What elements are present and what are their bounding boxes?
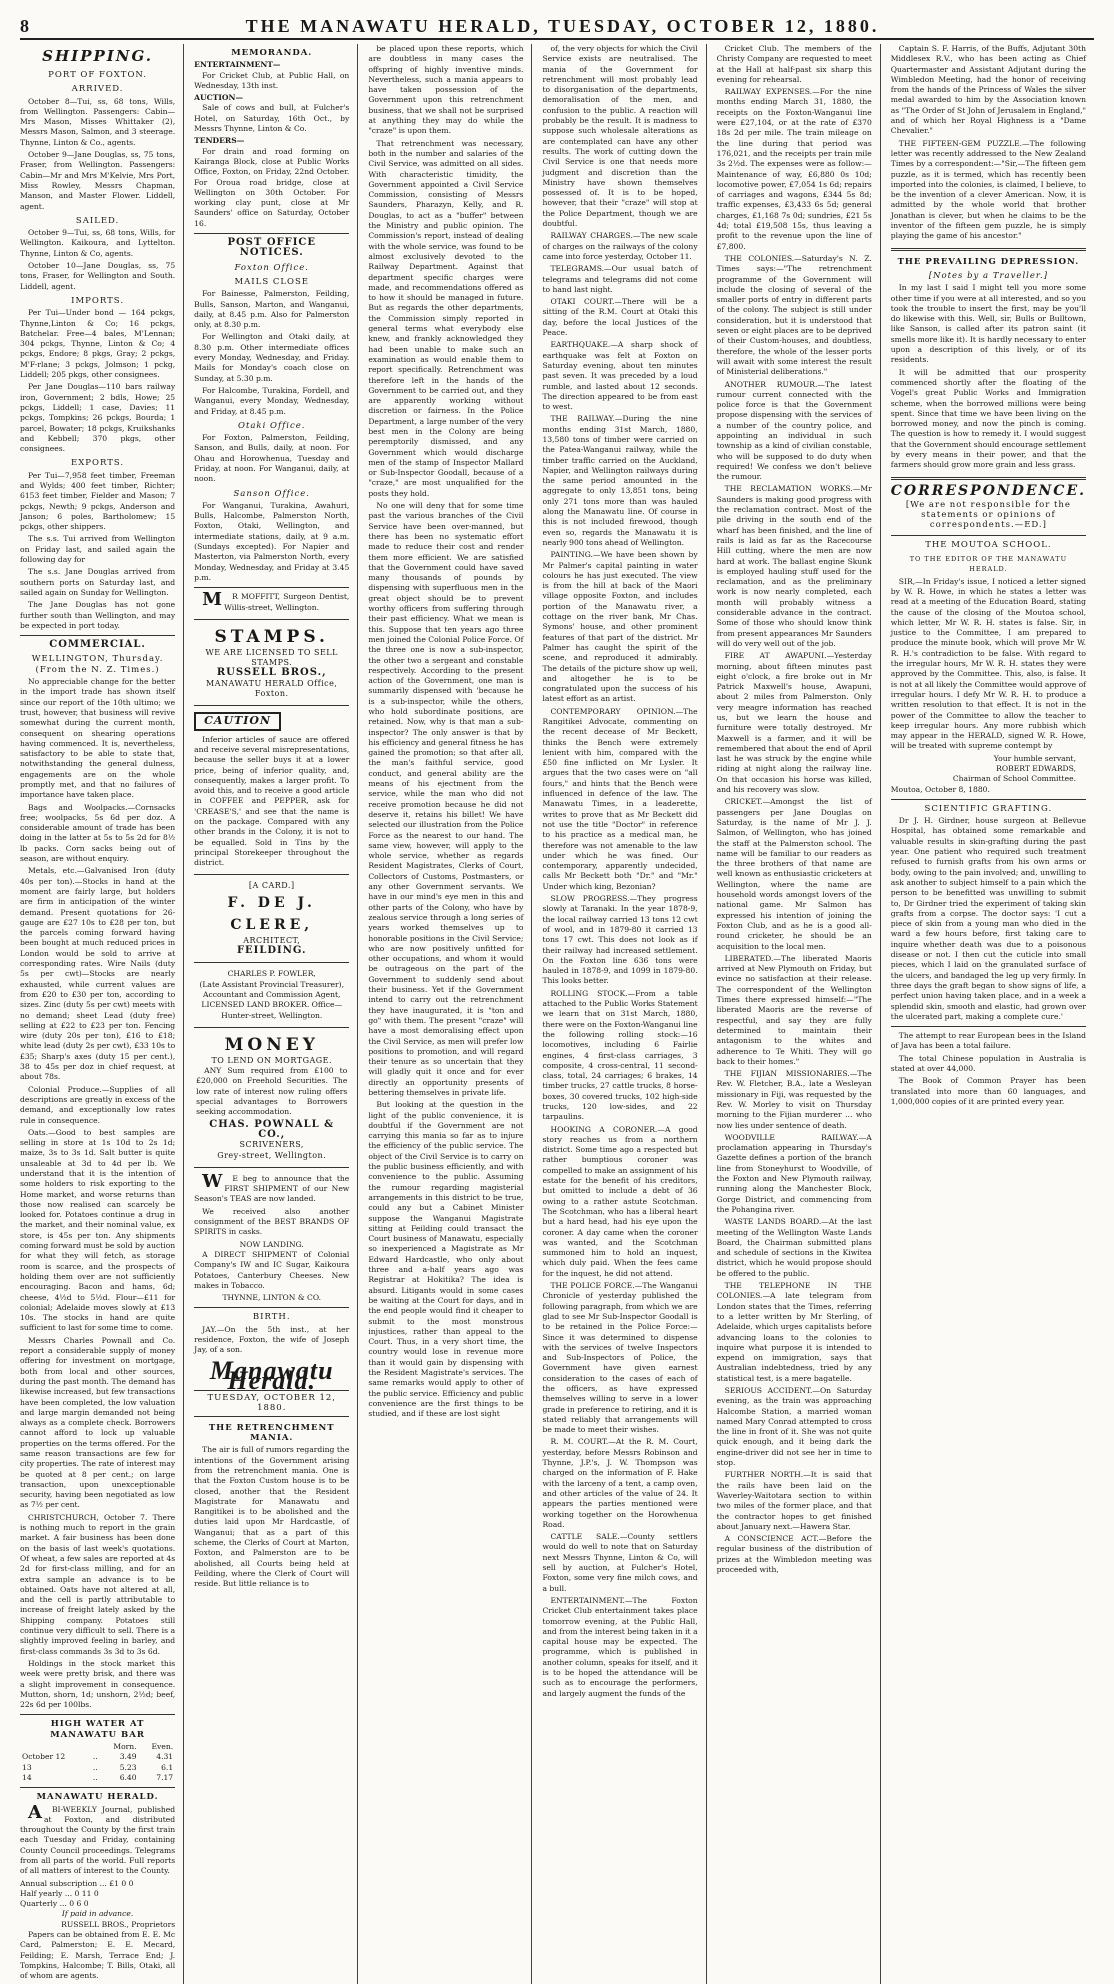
paragraph: Captain S. F. Harris, of the Buffs, Adjutant 30th Middlesex R.V., who has been acting as Chief Quartermaster and Assistant Adjutant during the Wimbledon Meeting, had the honor of receiving from the hands of the Princess of Wales the silver medal awarded to him by the Association known as "The Order of St John of Jerusalem in England," and of which her Royal Highness is a "Dame Chevalier." <box>890 44 1086 136</box>
column-2 <box>194 44 358 1984</box>
card-town: FEILDING. <box>236 945 307 957</box>
paragraph: SLOW PROGRESS.—They progress slowly at Taranaki. In the year 1878-9, the local railway carried 13 tons 12 cwt of wool, and in 1879-80 it carried 13 tons 17 cwt. This does not look as if their railway had increased settlement. On the Foxton line 636 tons were hauled in 1878-9, and 1099 in 1879-80. This looks better. <box>542 894 698 986</box>
card-name: F. DE J. CLERE, <box>227 894 316 933</box>
paragraph: The total Chinese population in Australia is stated at over 44,000. <box>890 1053 1086 1074</box>
table-row <box>20 1742 175 1752</box>
commercial-heading: COMMERCIAL. <box>49 639 146 651</box>
paragraph: For Foxton, Palmerston, Feilding, Sanson, and Bulls, daily, at noon. For Ohau and Horowhenua, Tuesday and Friday, at noon. For Wanganui, daily, at noon. <box>194 433 350 484</box>
correspondence-note: [We are not responsible for the statements or opinions of correspondents.—ED.] <box>905 499 1071 531</box>
divider <box>891 1026 1086 1027</box>
stamps-body: WE ARE LICENSED TO SELL STAMPS. <box>205 647 338 668</box>
tide-cell: .. <box>92 1762 98 1772</box>
paragraph: A CONSCIENCE ACT.—Before the regular business of the distribution of prizes at the Wimbledon meeting was proceeded with, <box>716 1534 872 1575</box>
paragraph: ANOTHER RUMOUR.—The latest rumour current connected with the police force is that the Government propose dispensing with the services of a number of the country police, and appointing an individual in such township as a kind of civilian constable, who will be supposed to do duty when required! We confess we don't believe the rumour. <box>716 379 872 482</box>
exports-label: EXPORTS. <box>71 458 125 469</box>
paragraph: SIR,—In Friday's issue, I noticed a letter signed by W. R. Howe, in which he states a letter was read at a meeting of the Education Board, stating the cause of the closing of the Moutoa school, which letter, Mr W. R. H. states is false. Sir, in justice to the Committee, I am prepared to produce the minute book, which will prove Mr W. R. H.'s contradiction to be false. With regard to the irregular hours, Mr W. R. H. states they were approved by the Committee. This, also, is false. It is not at all likely the Committee would approve of irregular hours. I defy Mr W. R. H. to produce a written resolution to that effect. It is not in the power of the Committee to allow the teacher to keep irregular hours. Any more rubbish which may appear in the HERALD, signed W. R. Howe, will be treated with supreme contempt by <box>890 576 1086 751</box>
paragraph: EARTHQUAKE.—A sharp shock of earthquake was felt at Foxton on Saturday evening, about ten minutes past seven. It was preceded by a loud rumble, and lasted about 12 seconds. The direction appeared to be from east to west. <box>542 340 698 412</box>
paragraph: HOOKING A CORONER.—A good story reaches us from a northern district. Some time ago a respected but rather bumptious coroner was compelled to make an assignment of his estate for the benefit of his creditors, but omitted to include a debt of 36 owing to a rather astute Scotchman. The Scotchman, who has a liberal heart but a hard head, had his eye upon the coroner. A day came when the coroner was wanted, and the Scotchman summoned him to hold an inquest, which duly paid. When the fees came for the inquest, he did not attend. <box>542 1124 698 1278</box>
paragraph: For Bainesse, Palmerston, Feilding, Bulls, Sanson, Marton, and Wanganui, daily, at 8.45 p.m. Also for Palmerston only, at 8.30 p.m. <box>194 289 350 330</box>
subscription-line: Annual subscription ... £1 0 0 <box>20 1878 134 1888</box>
paragraph: Per Tui—7,958 feet timber, Freeman and Wylds; 400 feet timber, Richter; 6153 feet timber, Fielder and Mason; 7 pckgs, Newth; 9 pckgs, Anderson and Janson; 6 poles, Bartholomew; 15 pckgs, other shippers. <box>20 470 176 532</box>
thynne-firm: THYNNE, LINTON & CO. <box>222 1293 322 1303</box>
tide-cell: 6.1 <box>161 1762 174 1772</box>
paragraph: LIBERATED.—The liberated Maoris arrived at New Plymouth on Friday, but evince no satisfaction at their release. The correspondent of the Wellington Times there expressed himself:—"The liberated Maoris are the reverse of respectful, and say they are fully determined to maintain their antagonism to the whites and adherence to Te Whiti. They will go back to their homes." <box>716 953 872 1066</box>
paragraph: THE TELEPHONE IN THE COLONIES.—A late telegram from London states that the Times, referring to a letter written by Mr Sterling, of Adelaide, which urges capitalists before advancing loans to the colonies to inquire what purpose it is intended to expend on immigration, says that Australian indebtedness, tried by any statistical test, is a mere bagatelle. <box>716 1281 872 1383</box>
sailed-label: SAILED. <box>75 215 120 226</box>
paragraph: SERIOUS ACCIDENT.—On Saturday evening, as the train was approaching Halcombe Station, a married woman named Mary Conrad attempted to cross the line in front of it. She was not quite quick enough, and it being dark the engine-driver did not see her in time to stop. <box>716 1386 872 1468</box>
paragraph: Sale of cows and bull, at Fulcher's Hotel, on Saturday, 16th Oct., by Messrs Thynne, Linton & Co. <box>194 103 350 134</box>
post-office-heading: POST OFFICE NOTICES. <box>227 237 316 259</box>
tide-cell: 4.31 <box>156 1752 174 1762</box>
money-ad <box>194 1027 349 1168</box>
divider <box>891 477 1086 480</box>
table-row <box>20 1773 175 1783</box>
moutoa-to: TO THE EDITOR OF THE MANAWATU HERALD. <box>909 555 1068 574</box>
card-title: ARCHITECT, <box>243 935 301 945</box>
paragraph: JAY.—On the 5th inst., at her residence, Foxton, the wife of Joseph Jay, of a son. <box>194 1324 350 1355</box>
paragraph: Messrs Charles Pownall and Co. report a considerable supply of money offering for investment on mortgage, both from local and other sources, during the past month. The demand has likewise increased, but few transactions have been completed, the low valuation and large margin demanded not being always as a complete check. Borrowers cannot afford to lock up valuable properties on the terms offered. For the same reason transactions are few for city properties. The rate of interest may be quoted at 8 per cent.; on large transaction, upon unexceptionable security, having been negotiated as low as 7½ per cent. <box>20 1335 176 1510</box>
letter-date: Moutoa, October 8, 1880. <box>890 784 990 794</box>
tide-col-header <box>20 1742 87 1752</box>
paragraph: Inferior articles of sauce are offered and receive several misrepresentations, because the seller buys it at a lower price, being of inferior quality, and, consequently, makes a larger profit. To avoid this, and to receive a good article in COFFEE and PEPPER, ask for 'CREASE'S,' and see that the name is on the package. Compared with any other brands in the Colony, it is not to be equalled. Sold in Tins by the principal Storekeeper throughout the district. <box>194 734 350 868</box>
money-sub: TO LEND ON MORTGAGE. <box>211 1055 333 1065</box>
subscription-line: Quarterly ... 0 6 0 <box>20 1899 89 1909</box>
arrived-label: ARRIVED. <box>71 84 124 95</box>
paragraph: No appreciable change for the better in the import trade has shown itself since our report of the 10th ultimo; we trust, however, that business will revive somewhat during the current month, consequent on shearing operations having commenced. It is, nevertheless, satisfactory to be able to state that, notwithstanding the general dulness, engagements are on the whole promptly met, and that no failures of importance have taken place. <box>20 677 176 800</box>
tide-cell: October 12 <box>22 1752 66 1762</box>
paragraph: A DIRECT SHIPMENT of Colonial Company's IW and IC Sugar, Kaikoura Potatoes, Canterbury Cheeses. New makes in Tobacco. <box>194 1249 350 1290</box>
table-row <box>20 1752 175 1762</box>
paragraph: For Cricket Club, at Public Hall, on Wednesday, 13th inst. <box>194 70 350 90</box>
divider <box>20 1714 175 1715</box>
paragraph: R. M. COURT.—At the R. M. Court, yesterday, before Messrs Robinson and Thynne, J.P.'s, J. W. Thompson was charged on the information of F. Hake with the larceny of a tent, a camp oven, and other articles of the value of 24. It appears the parties mentioned were working together on the Horowhenua Road. <box>542 1437 698 1529</box>
stamps-heading: STAMPS. <box>214 626 329 647</box>
paragraph: In my last I said I might tell you more some other time if you were at all interested, and so you took the trouble to insert the first, may be you'll do likewise with this. Well, sir, Bulls or Bulltown, like Sanson, is called after its patron saint (it smells more like it). It is hardly necessary to enter upon a description of this lively, or of its residents. <box>890 283 1087 365</box>
divider <box>194 587 349 588</box>
tide-cell: .. <box>92 1772 98 1782</box>
tide-cell: 13 <box>22 1762 32 1772</box>
mails-close-label: MAILS CLOSE <box>234 276 309 287</box>
tide-cell: 3.49 <box>119 1752 137 1762</box>
architect-card <box>194 874 349 963</box>
birth-heading: BIRTH. <box>252 1312 291 1323</box>
paragraph: October 9—Tui, ss, 68 tons, Wills, for Wellington. Kaikoura, and Lyttelton. Thynne, Linton & Co, agents. <box>20 228 176 258</box>
paragraph: But looking at the question in the light of the public convenience, it is doubtful if the Government are not carrying this mania so far as to injure the efficiency of the public service. The object of the Civil Service is to carry on the public business efficiently, and with convenience to the public. Assuming the rumour regarding magisterial arrangements in this district to be true, could any but a Cabinet Minister suppose the Wanganui Magistrate sitting at Feilding could transact the Court business of Manawatu, especially so inexperienced a Magistrate as Mr Edward Hardcastle, who only about three and a-half years ago was Registrar at Hokitika? The idea is absurd. Litigants would in some cases be waiting at the Court for days, and in the end people would find it cheaper to submit to the most monstrous injustices, rather than appeal to the Court. Thus, in a very short time, the country would lose in revenue more than it would gain by dispensing with the Resident Magistrate's services. The same remarks would apply to other of the public service. Efficiency and public convenience are the first things to be studied, and if these are lost sight <box>368 1100 524 1419</box>
divider <box>194 1307 349 1308</box>
divider <box>891 248 1086 251</box>
column-1 <box>20 44 184 1984</box>
paragraph: THE FIJIAN MISSIONARIES.—The Rev. W. Fletcher, B.A., late a Wesleyan missionary in Fiji, was requested by the Rev. W. Morley to visit on Thursday morning to the Fijian murderer ... who now lies under sentence of death. <box>716 1069 872 1130</box>
tide-cell: 5.23 <box>119 1762 137 1772</box>
paragraph: CHRISTCHURCH, October 7. There is nothing much to report in the grain market. A fair business has been done on the basis of last week's quotations. Of wheat, a few sales are reported at 4s 2d for first-class milling, and for an extra sample an advance is to be obtained. Oats have not altered at all, and the cell is partly attributable to increase of freight lately asked by the Shipping company. Potatoes still continue very difficult to sell. There is a slightly improved feeling in barley, and first-class commands 3s 3d to 3s 6d. <box>20 1512 176 1656</box>
paragraph: PAINTING.—We have been shown by Mr Palmer's capital painting in water colours he has just executed. The view is from the hill at back of the Maori village opposite Foxton, and includes portion of the Manawatu river, a cottage on the river bank, Mr Chas. Symons' house, and other prominent features of that part of the district. Mr Palmer has caught the spirit of the scene, and reproduced it admirably. The details of the picture show up well, and altogether he is to be congratulated upon the success of his latest effort as an artist. <box>542 550 698 704</box>
money-firm: CHAS. POWNALL & CO., <box>209 1118 335 1140</box>
paragraph: THE COLONIES.—Saturday's N. Z. Times says:—"The retrenchment programme of the Government will include the closing of several of the smaller ports of entry in different parts of the colony. The subject is still under consideration, but it is understood that seven or eight places are to be deprived of their Custom-houses, and doubtless, therefore, the whole of the lesser ports will await with some interest the result of Ministerial deliberations." <box>716 253 872 377</box>
correspondence-heading: CORRESPONDENCE. <box>890 482 1086 499</box>
money-heading: MONEY <box>224 1034 319 1055</box>
fowler-name: CHARLES P. FOWLER, <box>227 969 316 979</box>
signature-name: ROBERT EDWARDS, <box>996 764 1076 773</box>
paragraph: It will be admitted that our prosperity commenced shortly after the floating of the Vogel's great Public Works and Immigration scheme, when the borrowed millions were being spent. Since that time we have been living on the borrowed money, and now the pinch is coming. The question is how to remedy it. I would suggest that the Government should encourage settlement by every means in their power, and that the farmers should grow more grain and less grass. <box>890 367 1086 470</box>
paragraph: For Wellington and Otaki daily, at 8.30 p.m. Other intermediate offices every Monday, Wednesday, and Friday. Mails for Monday's coach close on Sunday, at 5.30 p.m. <box>194 332 350 383</box>
divider <box>891 799 1086 800</box>
tide-cell: 6.40 <box>119 1772 137 1782</box>
signature-line: Your humble servant, <box>993 753 1076 763</box>
memo-label: TENDERS— <box>194 136 245 146</box>
paragraph: The air is full of rumors regarding the intentions of the Government arising from the retrenchment mania. One is that the Foxton Custom house is to be closed, another that the Resident Magistrate for Manawatu and Rangitikei is to be abolished and the duties laid upon Mr Hardcastle, of Wanganui; that as a part of this scheme, the Clerks of Court at Marton, Foxton, and Palmerston are to be abolished, all Courts being held at Feilding, where the Clerk of Court will reside. But little reliance is to <box>194 1445 350 1589</box>
page-number: 8 <box>20 15 31 36</box>
stamps-address: MANAWATU HERALD Office, Foxton. <box>206 678 338 699</box>
scientific-heading: SCIENTIFIC GRAFTING. <box>924 803 1053 814</box>
paragraph: ANY Sum required from £100 to £20,000 on Freehold Securities. The low rate of interest now ruling offers special advantages to Borrowers seeking accommodation. <box>196 1066 348 1117</box>
paragraph: be placed upon these reports, which are doubtless in many cases the offspring of highly inventive minds. Nevertheless, such a mania appears to have taken possession of the Government upon this retrenchment business, that we shall not be surprised at anything they may do while the "craze" is upon them. <box>368 44 524 136</box>
paragraph: For Wanganui, Turakina, Awahuri, Bulls, Halcombe, Palmerston North, Foxton, Otaki, Wellington, and intermediate stations, daily, at 9 a.m. (Sundays excepted). For Napier and Masterton, via Palmerston North, every Monday, Wednesday, and Friday at 3.45 p.m. <box>194 500 350 582</box>
caution-label: CAUTION <box>194 712 281 730</box>
paragraph: ENTERTAINMENT.—The Foxton Cricket Club entertainment takes place tomorrow evening, at the Public Hall, and from the interest being taken in it a capital house may be expected. The programme, which is published in another column, speaks for itself, and it is to be hoped the attendance will be such as to encourage the performers, and largely augment the funds of the <box>542 1595 698 1698</box>
moutoa-heading: THE MOUTOA SCHOOL. <box>925 539 1052 550</box>
issue-dateline: TUESDAY, OCTOBER 12, 1880. <box>194 1390 349 1417</box>
leader-heading: THE RETRENCHMENT MANIA. <box>208 1422 335 1444</box>
paragraph: WE beg to announce that the FIRST SHIPMENT of our New Season's TEAS are now landed. <box>194 1170 350 1204</box>
paragraph: RAILWAY CHARGES.—The new scale of charges on the railways of the colony came into force yesterday, October 11. <box>542 231 698 261</box>
paragraph: No one will deny that for some time past the various branches of the Civil Service have been over-manned, but there has been no systematic effort made to reduce their cost and render them more efficient. We are satisfied that the Government could have saved many thousands of pounds by dispensing with superfluous men in the great object should be to prevent worthy officers from suffering through their past efficiency. What we mean is this. Suppose that ten years ago three men joined the Colonial Police Force. Of the three one is now a sub-inspector, the other two a sergeant and constable respectively. According to the present action of the Government, one man is summarily dispensed with 'because he is a sub-inspector, while the others, who hold subordinate positions, are retained. Now, why is that man a sub-inspector? The only answer is that by his efficiency and general fitness he has gained the promotion; so that after all, the man's faithful service, good conduct, and general ability are the means of his ejectment from the service, while the man who did not receive promotion because he did not deserve it, retains his billet! We have selected our illustration from the Police Force as the nearest to our hand. The same view, however, will apply to the whole service, whether as regards Resident Magistrates, Clerks of Court, Collectors of Customs, Postmasters, or any other Government servants. We have in our mind's eye men in this and other parts of the Colony, who have by zealous service through a long series of years worked themselves up to honorable positions in the Civil Service; who are now positively unfitted for other occupations, and whom it would be outrageous on the part of the Government to suddenly send about their business. Yet if the Government intend to carry out the retrenchment they have inaugurated, it is "ton and go" with them. The present "craze" will have a most demoralising effect upon the Civil Service, as men will prefer low positions to promotion, and will regard their tenure as so uncertain that they will gladly quit it once and for ever directly an opportunity presents of bettering themselves in private life. <box>368 501 524 1097</box>
masthead <box>20 14 1094 40</box>
newspaper-nameplate: Manawatu Herald. <box>209 1355 334 1395</box>
signature-title: Chairman of School Committee. <box>952 774 1076 784</box>
paragraph: Dr J. H. Girdner, house surgeon at Bellevue Hospital, has obtained some remarkable and valuable results in skin-grafting during the past year. One patient who required such treatment refused to furnish grafts from his own arms or body, owing to the pain involved; and, unwilling to ask another to subject himself to a pain which the person to be benefitted was unwilling to submit to, Dr Girdner tried the experiment of taking skin grafts from a corpse. The doctor says: 'I cut a piece of skin from a young man who died in the ward a few hours before, first taking care to inquire whether death was due to a poisonous disease or not. I then cut the cuticle into small pieces, which I laid on the granulated surface of the ulcers, and bandaged the leg up very firmly. In three days the graft began to show signs of life, a perfect union having taken place, and in a week a splendid skin, smooth and elastic, had grown over the ulcerated part, making a complete cure.' <box>890 816 1086 1021</box>
paragraph: WOODVILLE RAILWAY.—A proclamation appearing in Thursday's Gazette defines a portion of the branch line from Stoneyhurst to Woodville, of the Foxton and New Plymouth railway, running along the Manchester Block, Gorge District, and commencing from the Pohangina river. <box>716 1132 872 1214</box>
paragraph: For drain and road forming on Kairanga Block, close at Public Works Office, Foxton, on Friday, 22nd October. For Oroua road bridge, close at Wellington on 30th October. For working clay punt, close at Mr Saunders' office on Saturday, October 16. <box>194 146 350 228</box>
paragraph: ROLLING STOCK.—From a table attached to the Public Works Statement we learn that on 31st March, 1880, there were on the Foxton-Wanganui line the following rolling stock:—16 locomotives, including 6 Fairlie engines, 4 first-class carriages, 3 composite, 4 cross-central, 11 second-class, total, 24 carriages; 6 brakes, 14 timber trucks, 27 cattle trucks, 8 horse-boxes, 30 covered trucks, 102 high-side trucks, 120 low-sides, and 22 tarpaulins. <box>542 988 698 1122</box>
publisher: RUSSELL BROS., Proprietors <box>61 1919 176 1929</box>
landing-heading: NOW LANDING. <box>239 1239 304 1249</box>
paragraph: TELEGRAMS.—Our usual batch of telegrams and telegrams did not come to hand last night. <box>542 264 698 294</box>
paragraph: of, the very objects for which the Civil Service exists are neutralised. The mania of the Government for retrenchment will most probably lead to disorganisation of the departments, demoralisation of the men, and confusion to the public. A reaction will probably be the result. It is madness to suppose such wholesale alterations as are contemplated can have any other results. The work of cutting down the Civil Service is one that needs more judgment and discretion than the Ministry have shown themselves possessed of. It is to be hoped, however, that their "craze" will stop at the Police Department, though we are doubtful. <box>542 44 698 229</box>
paragraph: Bags and Woolpacks.—Cornsacks free; woolpacks, 5s 6d per doz. A considerable amount of trade has been doing in the latter at 5s to 5s 2d for 8½ lb packs. Corn sacks being out of season, are without enquiry. <box>20 802 176 864</box>
divider <box>20 1787 175 1788</box>
tide-col-header: Morn. <box>113 1742 137 1752</box>
subscription-line: Half yearly ... 0 11 0 <box>20 1888 99 1898</box>
paragraph: The Jane Douglas has not gone further south than Wellington, and may be expected in port today. <box>20 600 176 630</box>
tide-col-header <box>87 1742 100 1752</box>
shipping-heading: SHIPPING. <box>42 47 153 65</box>
paragraph: THE RECLAMATION WORKS.—Mr Saunders is making good progress with the reclamation contract. Most of the pile driving in the south end of the wharf has been finished, and the line of rails is laid as far as the Racecourse Hill cutting, where the men are now hard at work. The ballast engine Skunk is employed hauling stuff used for the reclamation, and as the preliminary work is now nearly completed, each month will probably witness a considerable advance in the contract. Some of those who should know think from present appearances Mr Saunders will do very well out of the job. <box>716 484 872 648</box>
sanson-office-heading: Sanson Office. <box>233 488 310 499</box>
paragraph: THE POLICE FORCE.—The Wanganui Chronicle of yesterday published the following paragraph, from which we are glad to see Mr Sub-Inspector Goodall is to be retained in the Police Force:—Since it was determined to dispense with the services of twelve Inspectors and Sub-Inspectors of Police, the Government have given earnest consideration to the cases of each of the officers, as have expressed themselves willing to serve in a lower grade in preference to retiring, and it is stated reliably that arrangements will be made to meet their wishes. <box>542 1281 698 1435</box>
table-row <box>20 1763 175 1773</box>
paragraph: That retrenchment was necessary, both in the number and salaries of the Civil Service, was admitted on all sides. With characteristic timidity, the Government appointed a Civil Service Commission, consisting of Messrs Saunders, Pharazyn, Kelly, and R. Douglas, to act as a "buffer" between the Ministry and public opinion. The Commission's report, instead of dealing with the whole service, was found to be almost exclusively devoted to the Railway Department. Against that department specific charges were made, and recommendations offered as to how it should be managed in future. But as regards the other departments, the Commission simply reported in general terms what everybody else knew, and frankly acknowledged they had been unable to make such an examination as would enable them to report specifically. Retrenchment was therefore left in the hands of the Government to be carried out, and they are apparently working without discretion or fairness. In the Police Department, a large number of the very best men in the Colony are being peremptorily dismissed, and any Government which would discharge men of the stamp of Inspector Mallard or Sub-Inspector Goodall, because of a "craze," are most unqualified for the posts they hold. <box>368 138 524 498</box>
divider <box>194 233 349 234</box>
masthead-title: THE MANAWATU HERALD, TUESDAY, OCTOBER 12, 1880. <box>245 15 880 36</box>
port-heading: PORT OF FOXTON. <box>48 70 148 80</box>
newspaper-columns <box>20 44 1094 1981</box>
memo-label: AUCTION— <box>194 93 244 103</box>
paragraph: For Halcombe, Turakina, Fordell, and Wanganui, every Monday, Wednesday, and Friday, at 8.45 p.m. <box>194 385 350 416</box>
paragraph: THE FIFTEEN-GEM PUZZLE.—The following letter was recently addressed to the New Zealand Times by a correspondent:—"Sir,—The fifteen gem puzzle, as it is termed, which has recently been imported into the colonies, is claimed, I believe, to be the invention of a clever American. Now, it is admitted by the whole world that brother Jonathan is clever, but when he claims to be the inventor of the fifteen gem puzzle, he is simply playing the game of his ancestor." <box>890 138 1086 241</box>
card-label: [A CARD.] <box>248 881 295 891</box>
stamps-ad <box>194 619 349 706</box>
tide-heading: HIGH WATER AT MANAWATU BAR <box>50 1719 145 1740</box>
paragraph: WASTE LANDS BOARD.—At the last meeting of the Wellington Waste Lands Board, the Chairman submitted plans and schedule of sections in the Kiwitea district, which he would propose should be offered to the public. <box>716 1217 872 1278</box>
tide-col-header: Even. <box>151 1742 174 1752</box>
paragraph: October 8—Tui, ss, 68 tons, Wills, from Wellington. Passengers: Cabin—Mrs Mason, Misses Whittaker (2), Messrs Mason, Salmon, and 3 steerage. Thynne, Linton & Co., agents. <box>20 96 176 147</box>
column-3 <box>368 44 532 1984</box>
depression-subheading: [Notes by a Traveller.] <box>928 270 1049 281</box>
otaki-office-heading: Otaki Office. <box>237 420 306 431</box>
paragraph: Metals, etc.—Galvanised Iron (duty 40s per ton).—Stocks in hand at the moment are fairly large, but holders are firm in anticipation of the winter demand. Present quotations for 26-gauge are £27 10s to £28 per ton, but the parcels coming forward having been bought at much reduced prices in London would be sold to arrive at corresponding rates. Wire Nails (duty 5s per cwt)—Stocks are nearly exhausted, while current values are from £20 to £30 per ton, according to sizes. Zinc (duty 5s per cwt) meets with no demand; sheet Lead (duty free) selling at £22 to £23 per ton. Fencing wire (duty 20s per ton), £16 to £18; white lead (duty 2s per cwt), £33 10s to £35; Sharp's axes (duty 15 per cent.), 38 to 45s per doz in chief request, at about 78s. <box>20 866 176 1082</box>
paragraph: The s.s. Tui arrived from Wellington on Friday last, and sailed again the following day for <box>20 534 176 565</box>
paragraph: Papers can be obtained from E. E. Mc Card, Palmerston; E. E. Mecard, Feilding; E. Marsh, Terrace End; J. Tompkins, Halcombe; T. Bills, Otaki, all of whom are agents. <box>20 1930 176 1981</box>
paragraph: CRICKET.—Amongst the list of passengers per Jane Douglas on Saturday, is the name of Mr J. J. Salmon, of Wellington, who has joined the staff at the Palmerston school. The name will be familiar to our readers as the three brothers of that name are well known as enthusiastic cricketers at Wellington, where the name are household words amongst lovers of the national game. Mr Salmon has expressed his intention of joining the Foxton Club, and as he is a good all-round cricketer, he should be an acquisition to the local men. <box>716 797 872 951</box>
memoranda-heading: MEMORANDA. <box>231 48 313 58</box>
divider <box>20 635 175 636</box>
paragraph: October 10—Jane Douglas, ss, 75 tons, Fraser, for Wellington and South. Liddell, agent. <box>20 261 176 291</box>
tide-cell: 7.17 <box>156 1772 174 1782</box>
paragraph: RAILWAY EXPENSES.—For the nine months ending March 31, 1880, the receipts on the Foxton-Wanganui line were £27,104, or at the rate of £370 18s 2d per mile. The train mileage on the line during that period was 176,021, and the receipts per train mile 3s 2½d. The expenses were as follow:—Maintenance of way, £6,880 0s 10d; locomotive power, £7,054 1s 6d; repairs of carriages and wagons, £344 5s 8d; traffic expenses, £3,433 6s 5d; general charges, £1,168 7s 0d; sundries, £21 5s 4d; total £19,508 15s, thus leaving a profit to the revenue upon the line of £7,800. <box>716 87 872 251</box>
paragraph: Holdings in the stock market this week were pretty brisk, and there was a slight improvement in consequence. Mutton, shorn, 1d; unshorn, 2½d; beef, 22s 6d per 100lbs. <box>20 1658 176 1710</box>
depression-heading: THE PREVAILING DEPRESSION. <box>897 256 1080 267</box>
divider <box>891 535 1086 536</box>
paragraph: CONTEMPORARY OPINION.—The Rangitikei Advocate, commenting on the recent decease of Mr Beckett, thinks the Bench were extremely lenient with him, compared with the £50 fine inflicted on Mr Lysler. It argues that the two cases were on "all fours," and hints that the Bench were influenced in defence of the law. The Manawatu Times, in a leaderette, writes to prove that as Mr Beckett did not use the title "Doctor" in reference to his practice as a medical man, he therefore was not amenable to the law under which he was fined. Our contemporary, apparently undecided, calls Mr Beckett both "Dr." and "Mr." Under which king, Bezonian? <box>542 706 698 891</box>
stamps-firm: RUSSELL BROS., <box>216 667 327 679</box>
herald-ad-heading: MANAWATU HERALD. <box>36 1792 159 1803</box>
commercial-dateline: WELLINGTON, Thursday. (From the N. Z. Times.) <box>31 654 164 675</box>
paragraph: Colonial Produce.—Supplies of all descriptions are greatly in excess of the demand, and exceptionally low rates rule in consequence. <box>20 1084 176 1125</box>
paragraph: The s.s. Jane Douglas arrived from southern ports on Saturday last, and sailed again on Sunday for Wellington. <box>20 567 176 597</box>
paragraph: THE RAILWAY.—During the nine months ending 31st March, 1880, 13,580 tons of timber were carried on the Patea-Wanganui railway, while the timber traffic carried on the Auckland, Napier, and Wellington railways during the same period amounted in the aggregate to only 13,851 tons, being only 271 tons more than was hauled along the Manawatu line. Of course in this is not included firewood, though even so, regards the Manawatu it is nearly 900 tons ahead of Wellington. <box>542 414 698 547</box>
paragraph: Per Jane Douglas—110 bars railway iron, Government; 2 bdls, Howe; 25 pckgs, Liddell; 1 case, Davies; 11 pckgs, Tompkins; 26 pckgs, Bourda; 1 parcel, Bowater; 18 pckgs, Kruikshanks and Kebbell; 370 pkgs, other consignees. <box>20 382 176 454</box>
tide-table <box>20 1742 175 1783</box>
paragraph: Oats.—Good to best samples are selling in store at 1s 10d to 2s 1d; maize, 3s to 3s 1d. Salt butter is quite unsaleable at 3d to 4d per lb. We understand that it is the intention of some holders to risk exporting to the Home market, and worse returns than those now realised can scarcely be looked for. Potatoes continue a drug in the market, and their nominal value, ex store, is 45s per ton. Any shipments coming forward must be sold by auction for what they will fetch, as storage room is scarce, and the prospects of holding them over are not sufficiently encouraging. Bacon and hams, 6d; cheese, 4½d to 5½d. Flour—£11 for colonial; Adelaide moves slowly at £13 10s. The stocks in hand are quite sufficient to last for some time to come. <box>20 1127 176 1333</box>
paragraph: We received also another consignment of the BEST BRANDS OF SPIRITS in casks. <box>194 1206 350 1237</box>
money-firm-title: SCRIVENERS, <box>239 1140 304 1150</box>
paragraph: The attempt to rear European bees in the Island of Java has been a total failure. <box>890 1031 1086 1051</box>
paragraph: FURTHER NORTH.—It is said that the rails have been laid on the Waverley-Waitotara section to within two miles of the former place, and that the contractor hopes to get finished about January next.—Hawera Star. <box>716 1470 872 1531</box>
foxton-office-heading: Foxton Office. <box>234 262 309 273</box>
subscription-note: If paid in advance. <box>61 1909 134 1919</box>
column-4 <box>542 44 706 1984</box>
paragraph: (Late Assistant Provincial Treasurer), Accountant and Commission Agent, LICENSED LAND BROKER. Office—Hunter-street, Wellington. <box>199 979 345 1020</box>
column-6 <box>891 44 1094 1984</box>
paragraph: Cricket Club. The members of the Christy Company are requested to meet at the Hall at half-past six sharp this evening for rehearsal. <box>716 44 872 84</box>
paragraph: CATTLE SALE.—County settlers would do well to note that on Saturday next Messrs Thynne, Linton & Co, will sell by auction, at Fulcher's Hotel, Foxton, some very fine milch cows, and a bull. <box>542 1532 698 1593</box>
memo-label: ENTERTAINMENT— <box>194 60 281 70</box>
imports-label: IMPORTS. <box>71 295 125 306</box>
paragraph: The Book of Common Prayer has been translated into more than 60 languages, and 1,000,000 copies of it are printed every year. <box>890 1076 1086 1106</box>
paragraph: FIRE AT AWAPUNI.—Yesterday morning, about fifteen minutes past eight o'clock, a fire broke out in Mr Patrick Maxwell's house, Awapuni, about 2 miles from Palmerston. Only very meagre information has reached us, but we learn the house and furniture were totally destroyed. Mr Maxwell is a farmer, and it will be remembered that about the end of April last he was struck by the engine while riding at night along the railway line. On that occasion his horse was killed, and his recovery was slow. <box>716 651 872 795</box>
tide-cell: 14 <box>22 1772 32 1782</box>
column-5 <box>717 44 881 1984</box>
tide-cell: .. <box>92 1752 98 1762</box>
moffitt-ad: MR MOFFITT, Surgeon Dentist, Willis-street, Wellington. <box>202 589 350 612</box>
paragraph: Per Tui—Under bond — 164 pckgs, Thynne,Linton & Co; 16 pckgs, Batchelar. Free—4 bales, M'Lennan; 304 pckgs, Thynne, Linton & Co; 4 pckgs, Endore; 8 pkgs, Gray; 2 pckgs, M'F-rlane; 3 pckgs, Jolmson; 1 pckg, Liddell; 205 pkgs, other consignees. <box>20 308 176 380</box>
paragraph: OTAKI COURT.—There will be a sitting of the R.M. Court at Otaki this day, before the local Justices of the Peace. <box>542 297 698 338</box>
paragraph: ABI-WEEKLY Journal, published at Foxton, and distributed throughout the County by the first train each Tuesday and Friday, containing County Council proceedings. Telegrams from all parts of the world. Full reports of all matters of interest to the County. <box>20 1801 176 1876</box>
money-address: Grey-street, Wellington. <box>217 1150 327 1160</box>
paragraph: October 9—Jane Douglas, ss, 75 tons, Fraser, from Wellington. Passengers: Cabin—Mr and Mrs M'Kelvie, Mrs Port, Miss Rowley, Messrs Chapman, Manson, and Master Flower. Liddell, agent. <box>20 150 176 211</box>
